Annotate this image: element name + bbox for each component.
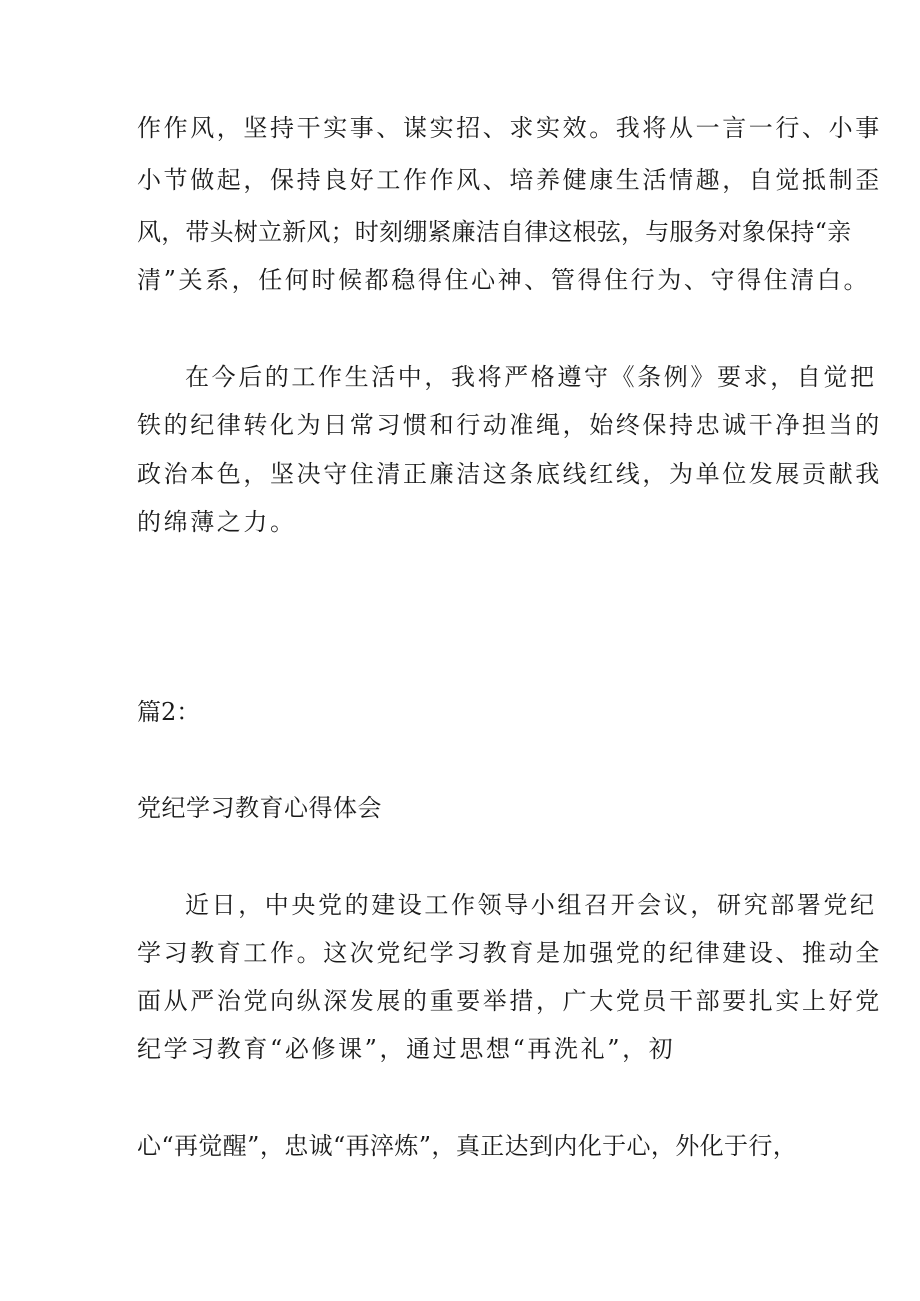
paragraph-line: 面从严治党向纵深发展的重要举措，广大党员干部要扎实上好党 <box>137 987 882 1015</box>
paragraph-line: 风，带头树立新风；时刻绷紧廉洁自律这根弦，与服务对象保持“亲 <box>137 218 852 246</box>
paragraph-line: 心“再觉醒”，忠诚“再淬炼”，真正达到内化于心，外化于行， <box>137 1132 797 1160</box>
article-title: 党纪学习教育心得体会 <box>137 794 382 822</box>
paragraph-line: 纪学习教育“必修课”，通过思想“再洗礼”，初 <box>137 1035 676 1063</box>
paragraph-line: 铁的纪律转化为日常习惯和行动准绳，始终保持忠诚干净担当的 <box>137 411 882 439</box>
paragraph-line: 政治本色，坚决守住清正廉洁这条底线红线，为单位发展贡献我 <box>137 460 882 488</box>
section-label: 篇2： <box>137 698 201 726</box>
paragraph-line: 的绵薄之力。 <box>137 508 297 536</box>
paragraph-line: 在今后的工作生活中，我将严格遵守《条例》要求，自觉把 <box>185 363 877 391</box>
paragraph-line: 作作风，坚持干实事、谋实招、求实效。我将从一言一行、小事 <box>137 114 882 142</box>
paragraph-line: 清”关系，任何时候都稳得住心神、管得住行为、守得住清白。 <box>137 266 871 294</box>
paragraph-line: 近日，中央党的建设工作领导小组召开会议，研究部署党纪 <box>185 891 877 919</box>
paragraph-line: 小节做起，保持良好工作作风、培养健康生活情趣，自觉抵制歪 <box>137 166 882 194</box>
paragraph-line: 学习教育工作。这次党纪学习教育是加强党的纪律建设、推动全 <box>137 939 882 967</box>
